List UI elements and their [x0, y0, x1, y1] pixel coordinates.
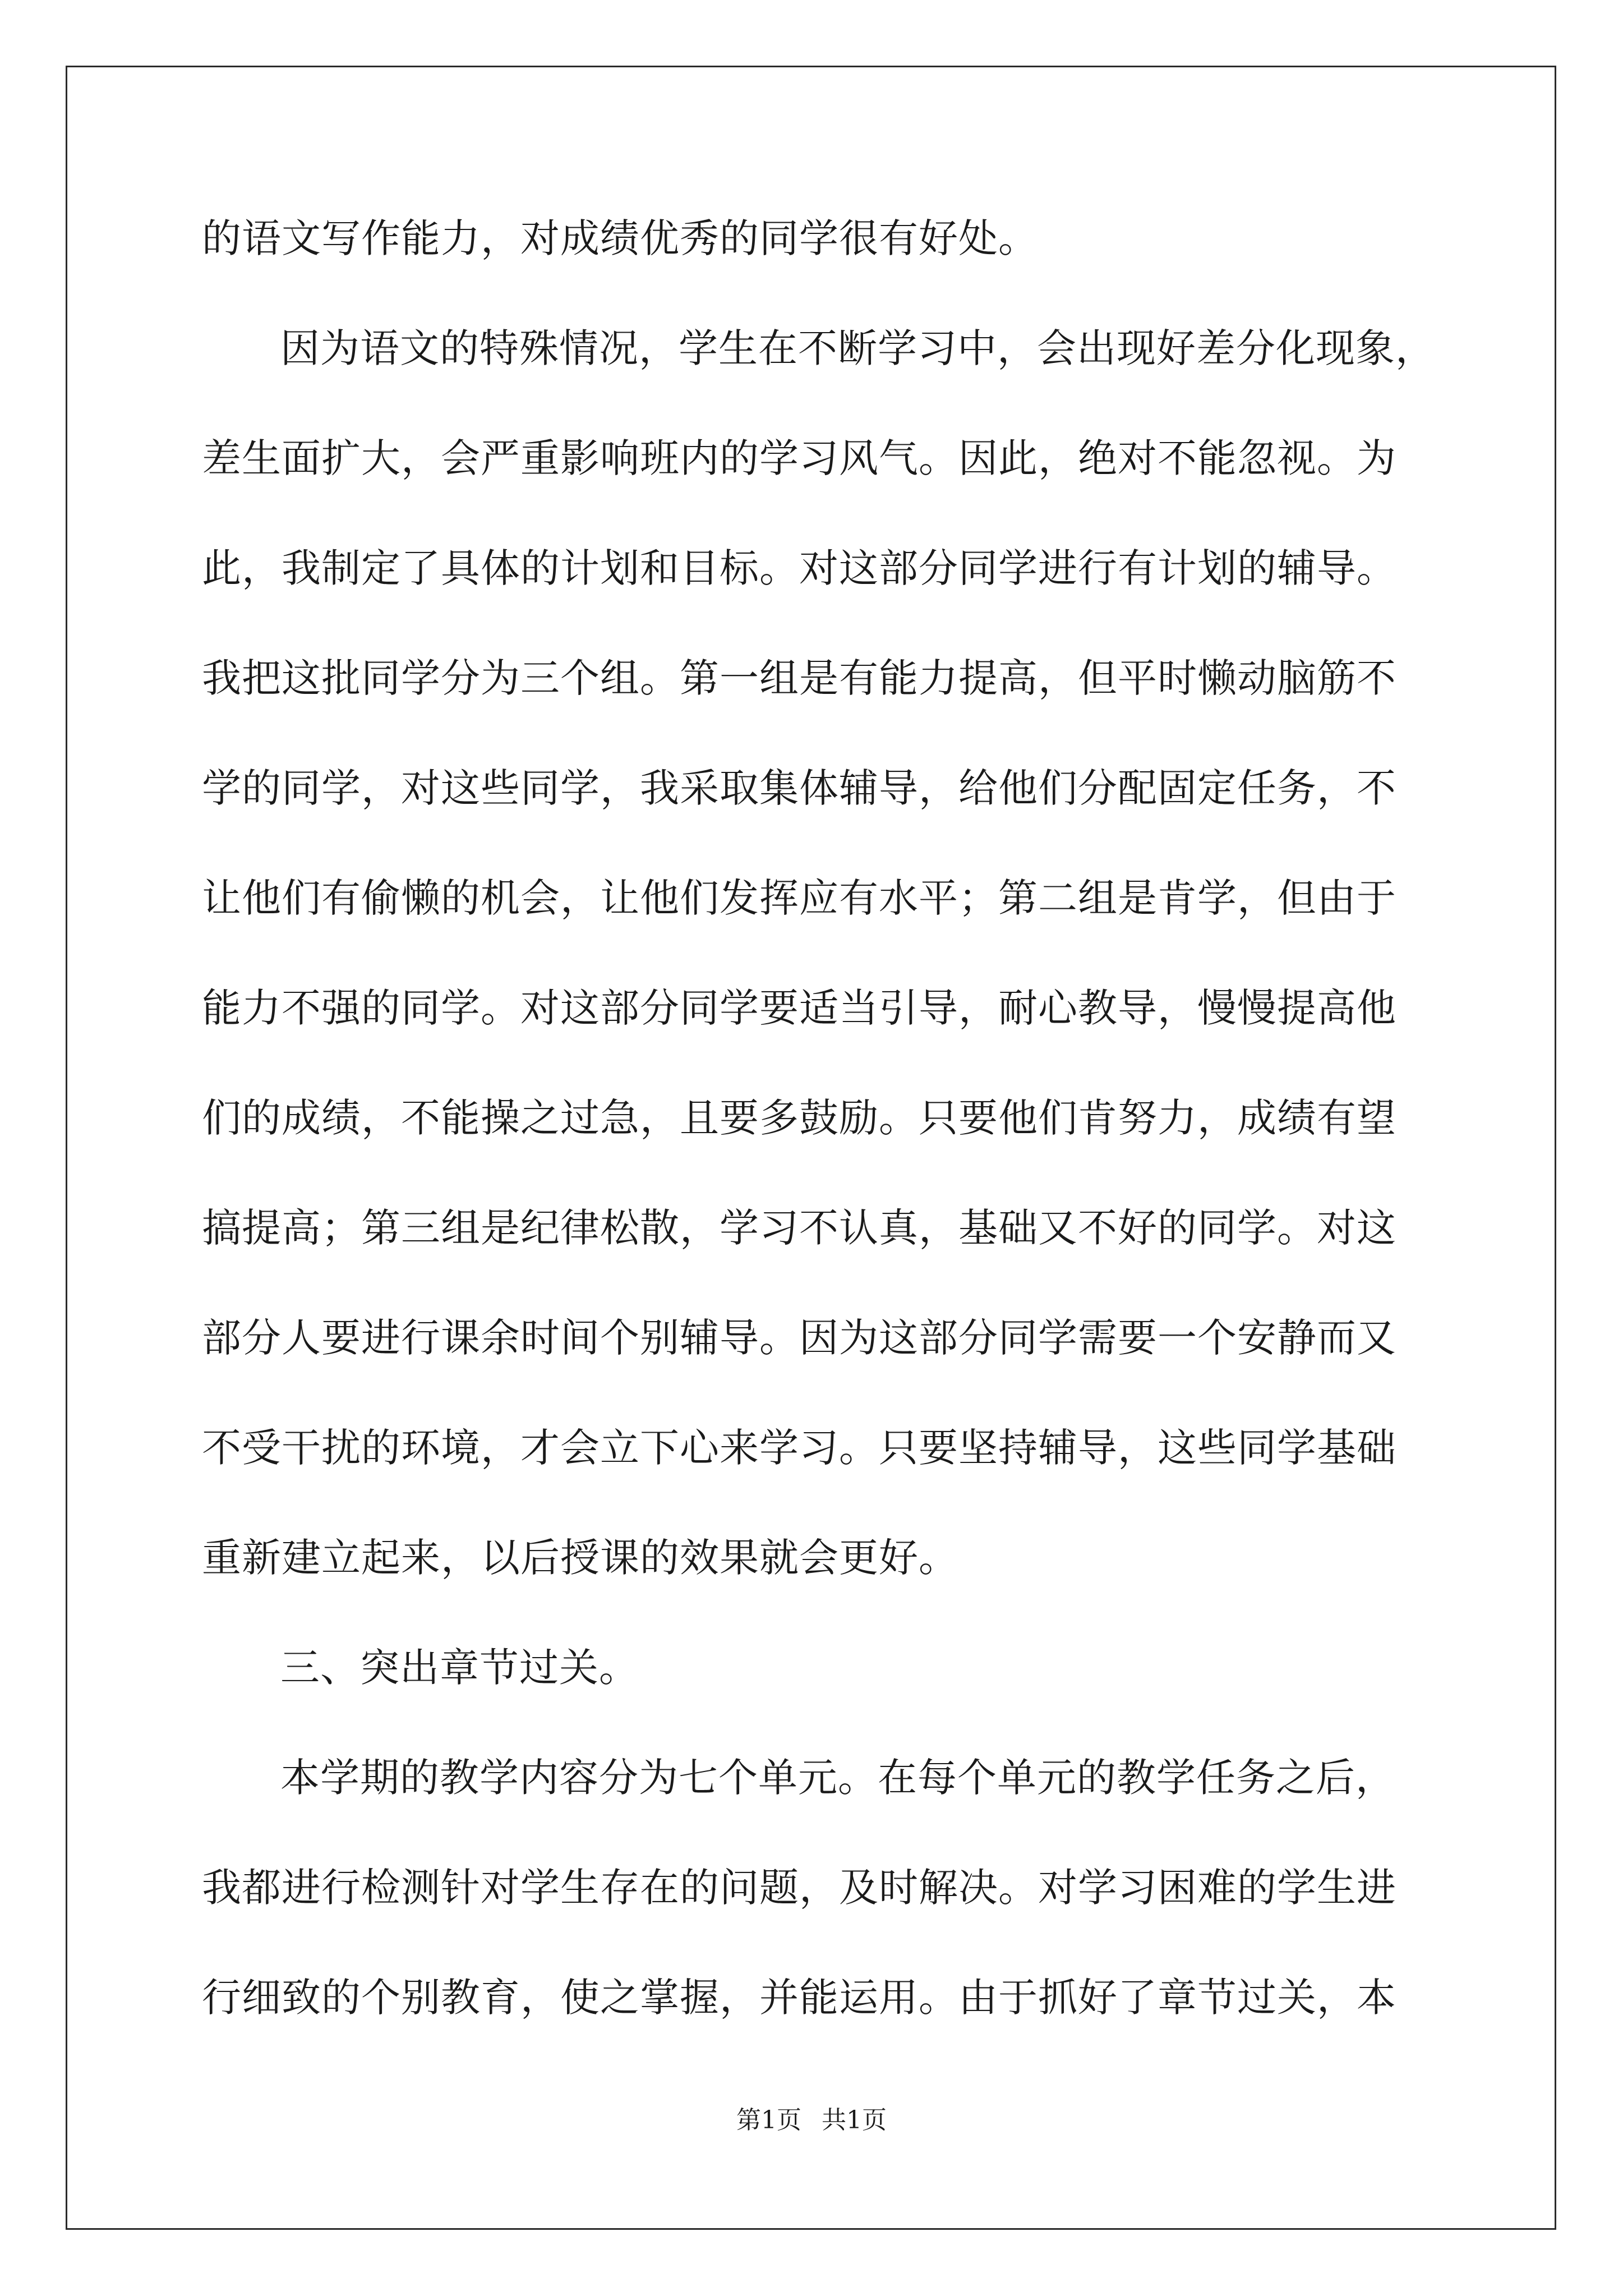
text-line: 学的同学，对这些同学，我采取集体辅导，给他们分配固定任务，不 — [202, 765, 1396, 811]
document-body — [202, 202, 1436, 2071]
text-line: 差生面扩大，会严重影响班内的学习风气。因此，绝对不能忽视。为 — [202, 435, 1396, 481]
text-line: 此，我制定了具体的计划和目标。对这部分同学进行有计划的辅导。 — [202, 545, 1396, 591]
page-total: 共1页 — [822, 2106, 887, 2134]
text-line: 我都进行检测针对学生存在的问题，及时解决。对学习困难的学生进 — [202, 1865, 1396, 1911]
text-line: 我把这批同学分为三个组。第一组是有能力提高，但平时懒动脑筋不 — [202, 655, 1396, 701]
text-line: 能力不强的同学。对这部分同学要适当引导，耐心教导，慢慢提高他 — [202, 985, 1396, 1031]
text-line: 的语文写作能力，对成绩优秀的同学很有好处。 — [202, 215, 1038, 261]
text-line: 本学期的教学内容分为七个单元。在每个单元的教学任务之后， — [280, 1755, 1395, 1801]
page-number: 第1页 — [736, 2106, 801, 2134]
text-line: 不受干扰的环境，才会立下心来学习。只要坚持辅导，这些同学基础 — [202, 1425, 1396, 1471]
text-line: 部分人要进行课余时间个别辅导。因为这部分同学需要一个安静而又 — [202, 1315, 1396, 1361]
text-line: 们的成绩，不能操之过急，且要多鼓励。只要他们肯努力，成绩有望 — [202, 1095, 1396, 1141]
text-line: 因为语文的特殊情况，学生在不断学习中，会出现好差分化现象， — [280, 325, 1435, 371]
text-line: 重新建立起来，以后授课的效果就会更好。 — [202, 1535, 958, 1581]
text-line: 三、突出章节过关。 — [280, 1645, 639, 1691]
text-line: 行细致的个别教育，使之掌握，并能运用。由于抓好了章节过关，本 — [202, 1975, 1396, 2021]
page-footer — [0, 2104, 1623, 2137]
text-line: 让他们有偷懒的机会，让他们发挥应有水平；第二组是肯学，但由于 — [202, 875, 1396, 921]
text-line: 搞提高；第三组是纪律松散，学习不认真，基础又不好的同学。对这 — [202, 1205, 1396, 1251]
